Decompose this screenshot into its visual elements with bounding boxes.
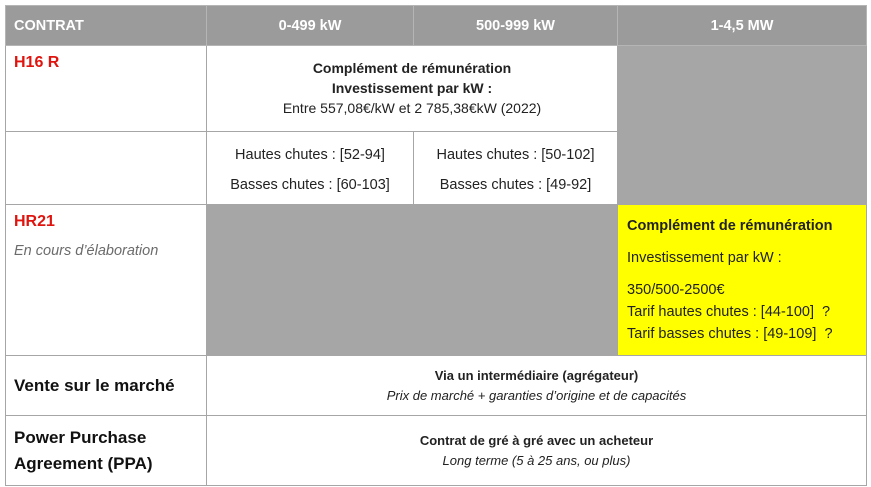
header-contrat: CONTRAT bbox=[6, 6, 207, 46]
h16r-grey-cell bbox=[618, 46, 867, 132]
contract-table bbox=[5, 5, 867, 486]
h16r-basses-500-999: Basses chutes : [49-92] bbox=[439, 177, 592, 193]
h16r-label: H16 R bbox=[14, 54, 60, 71]
h16r-sub-grey-cell bbox=[618, 132, 867, 205]
ppa-label-cell bbox=[6, 416, 207, 486]
vente-prix: Prix de marché + garanties d’origine et de capacités bbox=[386, 387, 687, 403]
h16r-sub-empty-cell bbox=[6, 132, 207, 205]
hr21-range: 350/500-2500€ bbox=[627, 282, 725, 298]
ppa-label: Power Purchase Agreement (PPA) bbox=[14, 427, 153, 473]
row-vente-marche bbox=[6, 356, 867, 416]
hr21-complement: Complément de rémunération bbox=[627, 218, 833, 234]
row-hr21 bbox=[6, 205, 867, 356]
h16r-label-cell bbox=[6, 46, 207, 132]
hr21-label: HR21 bbox=[14, 213, 55, 230]
row-h16r bbox=[6, 46, 867, 132]
h16r-range: Entre 557,08€/kW et 2 785,38€kW (2022) bbox=[282, 100, 542, 116]
h16r-investissement: Investissement par kW : bbox=[331, 80, 493, 96]
hr21-grey-500-999 bbox=[414, 205, 618, 356]
header-0-499kw: 0-499 kW bbox=[207, 6, 414, 46]
header-row bbox=[6, 6, 867, 46]
h16r-basses-0-499: Basses chutes : [60-103] bbox=[230, 177, 390, 193]
h16r-tarifs-0-499-cell bbox=[207, 132, 414, 205]
ppa-contrat: Contrat de gré à gré avec un acheteur bbox=[419, 432, 654, 448]
hr21-grey-0-499 bbox=[207, 205, 414, 356]
header-500-999kw: 500-999 kW bbox=[414, 6, 618, 46]
hr21-tarif-basses: Tarif basses chutes : [49-109] ? bbox=[627, 326, 833, 342]
h16r-tarifs-500-999-cell bbox=[414, 132, 618, 205]
vente-intermediaire: Via un intermédiaire (agrégateur) bbox=[434, 367, 639, 383]
vente-label-cell bbox=[6, 356, 207, 416]
hr21-label-cell bbox=[6, 205, 207, 356]
ppa-terms-cell bbox=[207, 416, 867, 486]
h16r-complement: Complément de rémunération bbox=[312, 60, 512, 76]
row-h16r-tarifs bbox=[6, 132, 867, 205]
hr21-terms-cell bbox=[618, 205, 867, 356]
hr21-investissement: Investissement par kW : bbox=[627, 250, 782, 266]
header-1-4-5mw: 1-4,5 MW bbox=[618, 6, 867, 46]
vente-label: Vente sur le marché bbox=[14, 375, 175, 395]
vente-terms-cell bbox=[207, 356, 867, 416]
hr21-status: En cours d’élaboration bbox=[14, 243, 159, 259]
hr21-tarif-hautes: Tarif hautes chutes : [44-100] ? bbox=[627, 304, 831, 320]
h16r-terms-cell bbox=[207, 46, 618, 132]
h16r-hautes-500-999: Hautes chutes : [50-102] bbox=[436, 147, 595, 163]
row-ppa bbox=[6, 416, 867, 486]
ppa-duree: Long terme (5 à 25 ans, ou plus) bbox=[442, 452, 631, 468]
h16r-hautes-0-499: Hautes chutes : [52-94] bbox=[235, 147, 385, 163]
